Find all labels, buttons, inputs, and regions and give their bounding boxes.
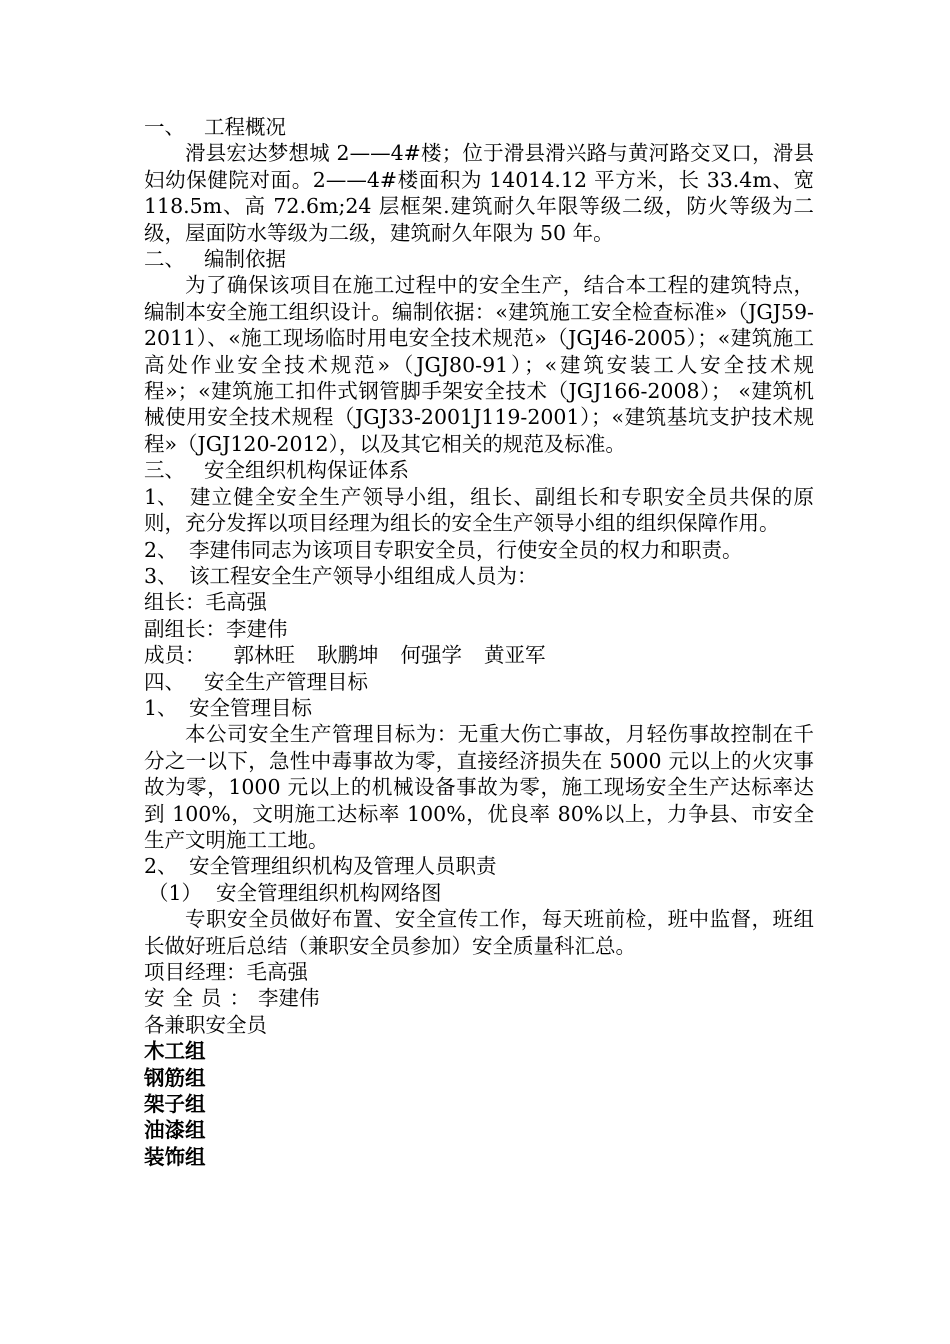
section-heading-targets: 四、 安全生产管理目标 [144,669,368,694]
basis-paragraph: 为了确保该项目在施工过程中的安全生产，结合本工程的建筑特点，编制本安全施工组织设计。编制依据：«建筑施工安全检查标准»（JGJ59-2011）、«施工现场临时用电安全技术规范»（JGJ46-2005）；«建筑施工高处作业安全技术规范»（JGJ80-91）；«建筑安装工人安全技术规程»；«建筑施工扣件式钢管脚手架安全技术（JGJ166-2008）； «建筑机械使用安全技术规程（JGJ33-2001J119-2001）；«建筑基坑支护技术规程»（JGJ120-2012），以及其它相关的规范及标准。 [144,273,814,456]
duties-paragraph: 专职安全员做好布置、安全宣传工作，每天班前检，班中监督，班组长做好班后总结（兼职安全员参加）安全质量科汇总。 [144,907,814,958]
overview-paragraph: 滑县宏达梦想城 2——4#楼；位于滑县滑兴路与黄河路交叉口，滑县妇幼保健院对面。2——4#楼面积为 14014.12 平方米，长 33.4m、宽 118.5m、高 72.6m;24 层框架.建筑耐久年限等级二级，防火等级为二级，屋面防水等级为二级，建筑耐久年限为 50 年。 [144,141,814,245]
member-name: 黄亚军 [484,643,546,668]
deputy-line: 副组长：李建伟 [144,616,288,641]
section-heading-overview: 一、 工程概况 [144,115,286,139]
targets-item-1: 1、 安全管理目标 [144,695,312,720]
organization-item-2: 2、 李建伟同志为该项目专职安全员，行使安全员的权力和职责。 [144,537,743,562]
group-item: 木工组 [144,1039,206,1064]
section-heading-basis: 二、 编制依据 [144,247,286,272]
project-manager-line: 项目经理：毛高强 [144,960,308,984]
leader-line: 组长：毛高强 [144,590,267,615]
targets-paragraph: 本公司安全生产管理目标为：无重大伤亡事故，月轻伤事故控制在千分之一以下，急性中毒事故为零，直接经济损失在 5000 元以上的火灾事故为零，1000 元以上的机械设备事故为零，施工现场安全生产达标率达到 100%，文明施工达标率 100%，优良率 80%以上，力争县、市安全生产文明施工工地。 [144,722,814,852]
section-heading-organization: 三、 安全组织机构保证体系 [144,458,409,483]
part-time-officers-line: 各兼职安全员 [144,1012,267,1037]
member-name: 郭林旺 [233,643,295,668]
group-item: 钢筋组 [144,1065,206,1090]
group-item: 装饰组 [144,1144,206,1169]
document-body [144,114,814,1170]
member-name: 耿鹏坤 [317,643,379,668]
targets-subitem-1: （1） 安全管理组织机构网络图 [148,880,442,905]
targets-item-2: 2、 安全管理组织机构及管理人员职责 [144,854,497,879]
group-item: 油漆组 [144,1118,206,1143]
organization-item-3: 3、 该工程安全生产领导小组组成人员为： [144,563,538,588]
members-line: 成员： 郭林旺 耿鹏坤 何强学 黄亚军 [144,643,546,668]
group-item: 架子组 [144,1092,206,1117]
safety-officer-line: 安全员：李建伟 [144,986,320,1011]
organization-item-1: 1、 建立健全安全生产领导小组，组长、副组长和专职安全员共保的原则，充分发挥以项目经理为组长的安全生产领导小组的组织保障作用。 [144,484,814,536]
member-name: 何强学 [400,643,462,668]
